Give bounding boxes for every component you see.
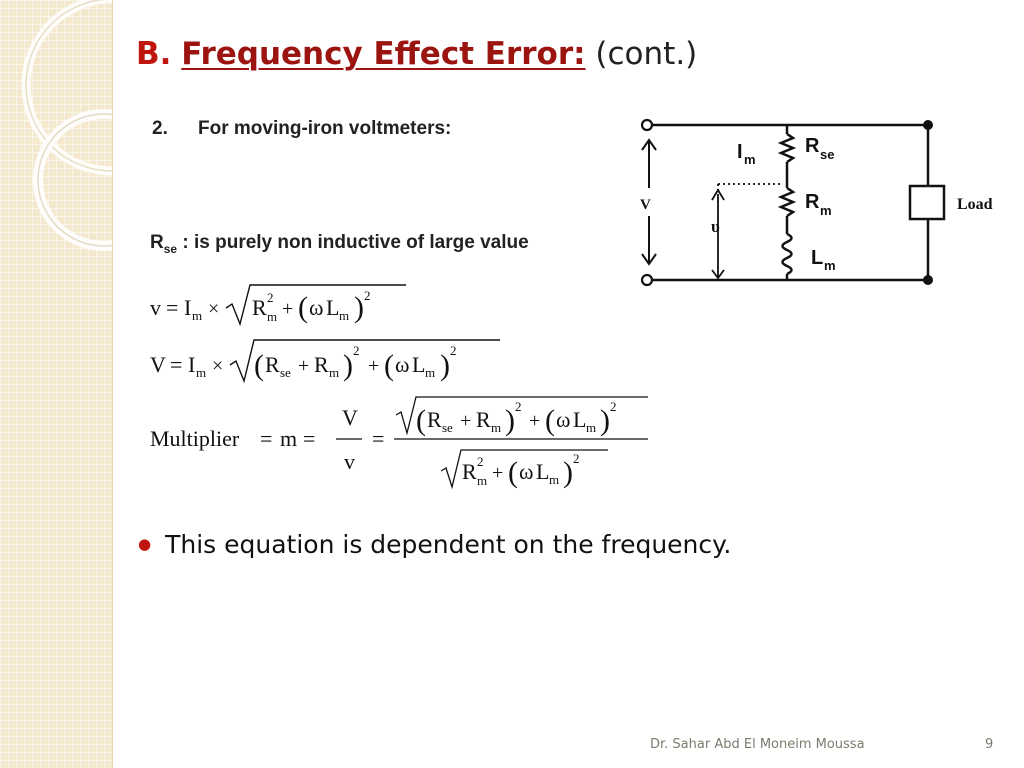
equation-multiplier	[148, 393, 658, 493]
eq3-num-sup2: 2	[610, 399, 617, 414]
equation-v	[148, 280, 428, 330]
rse-description-text: : is purely non inductive of large value	[177, 232, 529, 253]
eq3-den-R-sub: m	[477, 473, 488, 488]
label-load: Load	[957, 196, 993, 213]
eq2-R1: R	[265, 352, 280, 377]
label-Im: I	[737, 141, 743, 163]
eq1-R-sub: m	[267, 309, 278, 324]
eq3-numerator-V: V	[342, 405, 358, 430]
eq3-m: m	[280, 426, 298, 451]
page-number: 9	[985, 737, 994, 752]
eq3-equals1: =	[260, 426, 273, 451]
eq3-den-lparen: (	[508, 456, 518, 489]
label-small-v: υ	[711, 217, 720, 236]
eq3-num-plus1: +	[460, 410, 472, 432]
lm-inductor	[783, 234, 792, 274]
terminal-top-left	[642, 120, 652, 130]
eq3-num-lparen2: (	[545, 404, 555, 437]
rse-symbol: R	[150, 232, 164, 253]
eq1-omega: ω	[309, 295, 324, 320]
label-Rse: R	[805, 135, 820, 157]
eq1-I: I	[184, 295, 192, 320]
eq3-den-L: L	[536, 459, 550, 484]
eq2-I: I	[188, 352, 196, 377]
eq1-L-sub: m	[339, 308, 350, 323]
eq1-plus: +	[282, 298, 294, 320]
title-continued: (cont.)	[595, 36, 698, 72]
eq3-den-rparen: )	[563, 456, 573, 489]
eq2-I-sub: m	[196, 365, 207, 380]
eq3-den-plus: +	[492, 462, 504, 484]
eq2-R2: R	[314, 352, 329, 377]
eq2-times: ×	[212, 355, 224, 377]
title-section-letter: B.	[136, 36, 172, 72]
eq3-equals3: =	[372, 426, 385, 451]
rm-resistor	[781, 188, 793, 216]
eq2-R1-sub: se	[280, 365, 291, 380]
eq2-R2-sub: m	[329, 365, 340, 380]
label-Rm: R	[805, 191, 820, 213]
eq2-rparen2: )	[440, 349, 450, 382]
bullet-text: This equation is dependent on the frequency.	[165, 530, 732, 559]
subheading-number: 2.	[152, 118, 168, 139]
eq3-num-L: L	[573, 407, 587, 432]
eq3-num-R2: R	[476, 407, 491, 432]
eq2-L-sub: m	[425, 365, 436, 380]
circuit-diagram	[625, 112, 1010, 297]
eq1-sup: 2	[364, 288, 371, 303]
eq3-equals2: =	[303, 426, 316, 451]
eq3-den-L-sub: m	[549, 472, 560, 487]
bullet-icon: ●	[138, 535, 152, 553]
rse-description	[150, 232, 529, 256]
eq3-num-rparen2: )	[600, 404, 610, 437]
eq3-num-L-sub: m	[586, 420, 597, 435]
eq3-den-omega: ω	[519, 459, 534, 484]
eq3-num-R1: R	[427, 407, 442, 432]
eq3-num-sup1: 2	[515, 399, 522, 414]
terminal-bottom-left	[642, 275, 652, 285]
eq3-num-rparen1: )	[505, 404, 515, 437]
eq2-lparen1: (	[254, 349, 264, 382]
rse-subscript: se	[163, 241, 178, 256]
eq3-den-R-sup: 2	[477, 454, 484, 469]
label-Rse-sub: se	[820, 147, 835, 162]
label-Lm-sub: m	[824, 258, 836, 273]
eq2-sup2: 2	[450, 343, 457, 358]
eq1-lparen: (	[298, 291, 308, 324]
eq2-rparen1: )	[343, 349, 353, 382]
eq2-plus2: +	[368, 355, 380, 377]
eq2-equals: =	[170, 352, 183, 377]
eq3-num-lparen1: (	[416, 404, 426, 437]
eq2-plus1: +	[298, 355, 310, 377]
label-Lm: L	[811, 247, 824, 269]
eq1-R-sup: 2	[267, 290, 274, 305]
title-main-text: Frequency Effect Error:	[181, 36, 586, 72]
eq1-lhs: v	[150, 295, 161, 320]
eq2-L: L	[412, 352, 426, 377]
bullet-point	[138, 530, 731, 559]
slide-title	[136, 36, 697, 72]
eq1-L: L	[326, 295, 340, 320]
eq3-num-R2-sub: m	[491, 420, 502, 435]
eq1-I-sub: m	[192, 308, 203, 323]
eq2-sup1: 2	[353, 343, 360, 358]
eq1-R: R	[252, 295, 267, 320]
eq3-den-R: R	[462, 459, 477, 484]
eq3-num-omega: ω	[556, 407, 571, 432]
subheading-text: For moving-iron voltmeters:	[198, 118, 452, 139]
junction-bottom-right	[923, 275, 933, 285]
junction-top-right	[923, 120, 933, 130]
eq3-num-plus2: +	[529, 410, 541, 432]
footer-author: Dr. Sahar Abd El Moneim Moussa	[650, 737, 865, 752]
subheading	[152, 118, 451, 140]
label-Rm-sub: m	[820, 203, 832, 218]
eq1-times: ×	[208, 298, 220, 320]
side-decoration-panel	[0, 0, 113, 768]
eq2-lparen2: (	[384, 349, 394, 382]
rse-resistor	[781, 134, 793, 162]
eq3-num-R1-sub: se	[442, 420, 453, 435]
eq2-omega: ω	[395, 352, 410, 377]
label-V: V	[640, 197, 651, 213]
eq1-rparen: )	[354, 291, 364, 324]
eq3-lhs: Multiplier	[150, 426, 240, 451]
equation-V	[148, 335, 518, 387]
label-Im-sub: m	[744, 152, 756, 167]
eq1-equals: =	[166, 295, 179, 320]
decorative-circles	[0, 0, 112, 768]
eq2-lhs: V	[150, 352, 166, 377]
eq3-den-sup: 2	[573, 451, 580, 466]
eq3-denominator-v: v	[344, 449, 355, 474]
load-box	[910, 186, 944, 219]
